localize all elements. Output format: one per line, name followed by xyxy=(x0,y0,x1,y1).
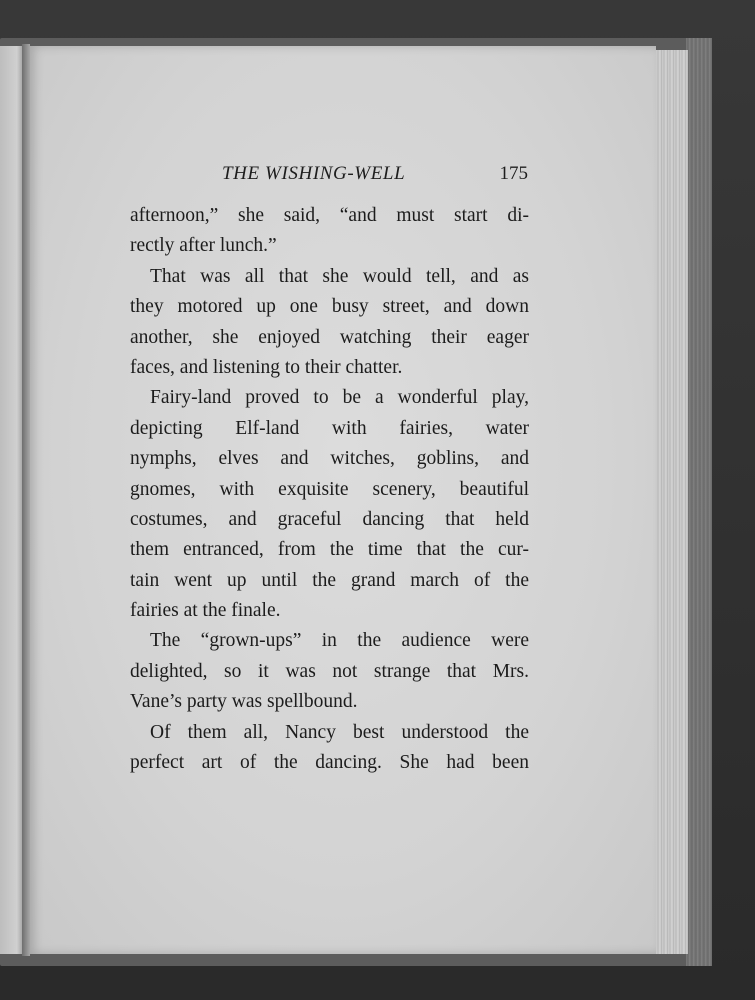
text-line: another, she enjoyed watching their eager xyxy=(130,326,529,348)
text-line: The “grown-ups” in the audience were xyxy=(150,630,529,652)
text-line: That was all that she would tell, and as xyxy=(150,265,529,287)
paragraph xyxy=(130,383,529,626)
text-line: fairies at the finale. xyxy=(130,600,281,622)
body-text xyxy=(130,201,529,778)
text-line: tain went up until the grand march of the xyxy=(130,569,529,591)
running-head xyxy=(130,163,530,193)
page-number: 175 xyxy=(499,163,528,184)
text-line: Vane’s party was spellbound. xyxy=(130,691,358,713)
paragraph xyxy=(130,262,529,384)
text-line: afternoon,” she said, “and must start di- xyxy=(130,205,529,226)
text-line: they motored up one busy street, and down xyxy=(130,296,529,318)
paragraph xyxy=(130,718,529,779)
text-line: rectly after lunch.” xyxy=(130,235,277,257)
book-gutter xyxy=(22,44,30,956)
running-title: THE WISHING-WELL xyxy=(222,163,406,184)
paragraph xyxy=(130,201,529,262)
left-page-edge xyxy=(0,46,24,954)
text-line: Of them all, Nancy best understood the xyxy=(150,721,529,743)
paragraph xyxy=(130,626,529,717)
text-line: delighted, so it was not strange that Mrs. xyxy=(130,660,529,682)
text-line: them entranced, from the time that the cur- xyxy=(130,539,529,561)
text-line: depicting Elf-land with fairies, water xyxy=(130,417,529,439)
text-line: costumes, and graceful dancing that held xyxy=(130,508,529,530)
text-line: nymphs, elves and witches, goblins, and xyxy=(130,448,529,470)
text-line: perfect art of the dancing. She had been xyxy=(130,752,529,774)
text-line: gnomes, with exquisite scenery, beautiful xyxy=(130,478,529,500)
cover-edge xyxy=(686,38,712,966)
text-line: faces, and listening to their chatter. xyxy=(130,356,403,378)
text-line: Fairy-land proved to be a wonderful play, xyxy=(150,387,529,409)
